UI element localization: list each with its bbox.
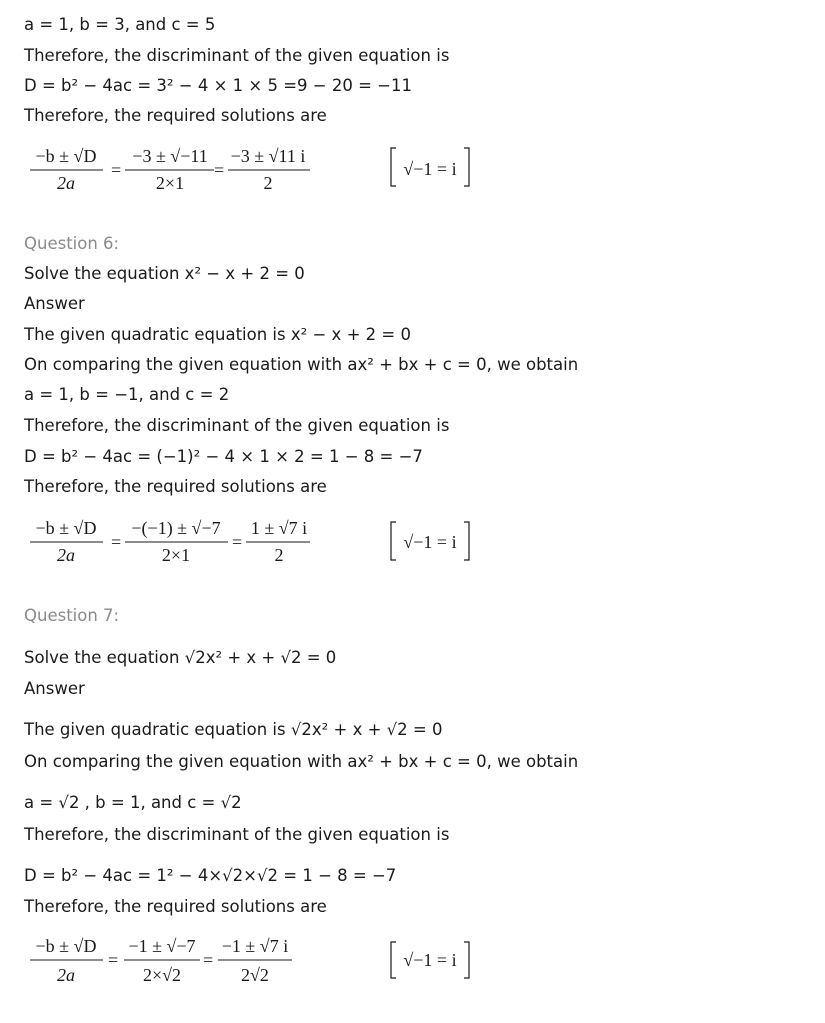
formula-numerator: −b ± √D xyxy=(35,146,97,166)
svg-text:=: = xyxy=(108,950,119,970)
question-7-solution-formula xyxy=(0,928,520,990)
step2-denominator: 2 xyxy=(274,545,284,565)
formula-denominator: 2a xyxy=(57,545,75,565)
svg-text:=: = xyxy=(111,160,122,180)
discriminant-heading: Therefore, the discriminant of the given equation is xyxy=(24,46,450,65)
svg-text:=: = xyxy=(203,950,214,970)
question-6-solution-formula xyxy=(0,508,520,570)
question-7-given: The given quadratic equation is √2x² + x + √2 = 0 xyxy=(24,720,443,739)
question-6-compare: On comparing the given equation with ax² + bx + c = 0, we obtain xyxy=(24,355,579,374)
step1-numerator: −3 ± √−11 xyxy=(132,146,208,166)
imaginary-unit-note: √−1 = i xyxy=(403,532,457,552)
step1-denominator: 2×1 xyxy=(155,173,185,193)
discriminant-calculation: D = b² − 4ac = 3² − 4 × 1 × 5 =9 − 20 = −11 xyxy=(24,76,412,95)
imaginary-unit-note: √−1 = i xyxy=(403,950,457,970)
imaginary-unit-note: √−1 = i xyxy=(403,159,457,179)
solution-formula xyxy=(0,136,520,198)
question-6-coefficients: a = 1, b = −1, and c = 2 xyxy=(24,385,230,404)
step2-denominator: 2 xyxy=(263,173,273,193)
step1-denominator: 2×1 xyxy=(161,545,191,565)
step1-numerator: −(−1) ± √−7 xyxy=(131,518,221,538)
step2-numerator: −1 ± √7 i xyxy=(221,936,289,956)
question-6-prompt: Solve the equation x² − x + 2 = 0 xyxy=(24,264,305,283)
formula-denominator: 2a xyxy=(57,965,75,985)
question-7-answer-label: Answer xyxy=(24,679,85,698)
svg-text:=: = xyxy=(214,160,225,180)
question-7-discriminant-calculation: D = b² − 4ac = 1² − 4×√2×√2 = 1 − 8 = −7 xyxy=(24,866,397,885)
question-6-given: The given quadratic equation is x² − x + 2 = 0 xyxy=(24,325,411,344)
step2-numerator: −3 ± √11 i xyxy=(230,146,306,166)
step1-denominator: 2×√2 xyxy=(142,965,182,985)
question-6-discriminant-heading: Therefore, the discriminant of the given equation is xyxy=(24,416,450,435)
formula-denominator: 2a xyxy=(57,173,75,193)
question-6-solutions-heading: Therefore, the required solutions are xyxy=(24,477,327,496)
question-6-discriminant-calculation: D = b² − 4ac = (−1)² − 4 × 1 × 2 = 1 − 8 = −7 xyxy=(24,447,423,466)
question-6-answer-label: Answer xyxy=(24,294,85,313)
step1-numerator: −1 ± √−7 xyxy=(128,936,196,956)
formula-numerator: −b ± √D xyxy=(35,936,97,956)
step2-numerator: 1 ± √7 i xyxy=(250,518,308,538)
formula-numerator: −b ± √D xyxy=(35,518,97,538)
question-7-title: Question 7: xyxy=(24,606,120,625)
question-7-prompt: Solve the equation √2x² + x + √2 = 0 xyxy=(24,648,337,667)
svg-text:=: = xyxy=(111,532,122,552)
solutions-heading: Therefore, the required solutions are xyxy=(24,106,327,125)
question-7-discriminant-heading: Therefore, the discriminant of the given equation is xyxy=(24,825,450,844)
question-7-solutions-heading: Therefore, the required solutions are xyxy=(24,897,327,916)
svg-text:=: = xyxy=(232,532,243,552)
question-7-coefficients: a = √2 , b = 1, and c = √2 xyxy=(24,793,242,812)
coefficients-line: a = 1, b = 3, and c = 5 xyxy=(24,15,216,34)
question-6-title: Question 6: xyxy=(24,234,120,253)
question-7-compare: On comparing the given equation with ax² + bx + c = 0, we obtain xyxy=(24,752,579,771)
step2-denominator: 2√2 xyxy=(241,965,269,985)
